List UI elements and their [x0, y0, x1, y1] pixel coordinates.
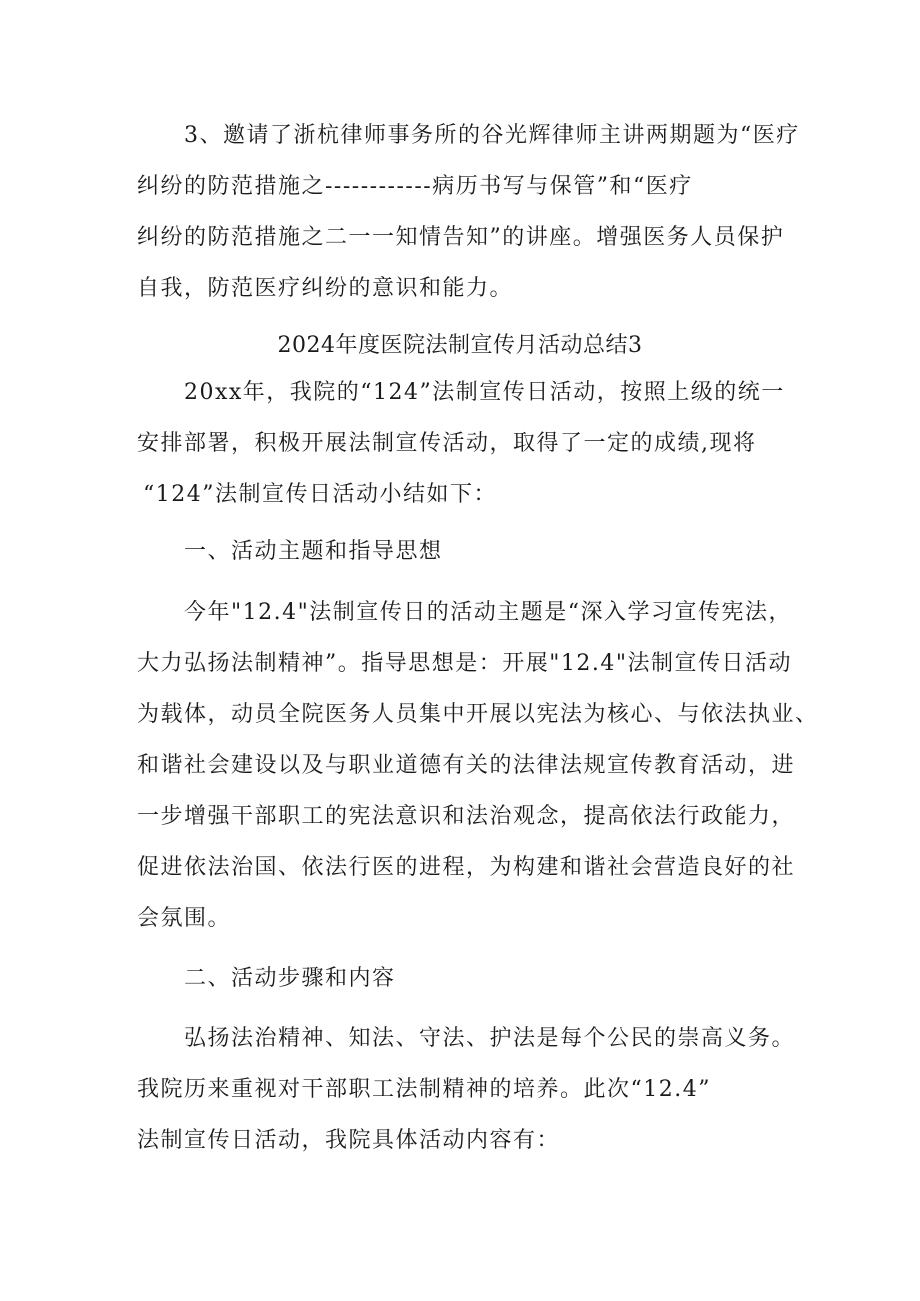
- paragraph-line: 自我，防范医疗纠纷的意识和能力。: [137, 276, 514, 301]
- paragraph-line: 安排部署，积极开展法制宣传活动，取得了一定的成绩,现将: [137, 431, 757, 456]
- paragraph-line: 为载体，动员全院医务人员集中开展以宪法为核心、与依法执业、: [137, 702, 819, 727]
- paragraph-line: 20xx年，我院的“124”法制宣传日活动，按照上级的统一: [184, 380, 785, 405]
- paragraph-line: 我院历来重视对干部职工法制精神的培养。此次“12.4”: [137, 1077, 711, 1102]
- paragraph-line: 一步增强干部职工的宪法意识和法治观念，提高依法行政能力，: [137, 804, 796, 829]
- paragraph-line: 今年"12.4"法制宣传日的活动主题是“深入学习宣传宪法，: [184, 600, 792, 625]
- paragraph-line: 促进依法治国、依法行医的进程，为构建和谐社会营造良好的社: [137, 855, 796, 880]
- section-title: 2024年度医院法制宣传月活动总结3: [277, 333, 643, 358]
- paragraph-line: “124”法制宣传日活动小结如下：: [143, 482, 497, 507]
- paragraph-line: 纠纷的防范措施之二一一知情告知”的讲座。增强医务人员保护: [137, 225, 785, 250]
- paragraph-line: 法制宣传日活动，我院具体活动内容有：: [137, 1128, 561, 1153]
- paragraph-line: 大力弘扬法制精神”。指导思想是：开展"12.4"法制宣传日活动: [137, 651, 792, 676]
- paragraph-line: 3、邀请了浙杭律师事务所的谷光辉律师主讲两期题为“医疗: [184, 123, 800, 148]
- section-heading: 二、活动步骤和内容: [184, 966, 396, 991]
- paragraph-line: 和谐社会建设以及与职业道德有关的法律法规宣传教育活动，进: [137, 753, 796, 778]
- paragraph-line: 弘扬法治精神、知法、守法、护法是每个公民的崇高义务。: [184, 1026, 796, 1051]
- paragraph-line: 纠纷的防范措施之------------病历书写与保管”和“医疗: [137, 174, 693, 199]
- paragraph-line: 会氛围。: [137, 906, 232, 931]
- section-heading: 一、活动主题和指导思想: [184, 539, 443, 564]
